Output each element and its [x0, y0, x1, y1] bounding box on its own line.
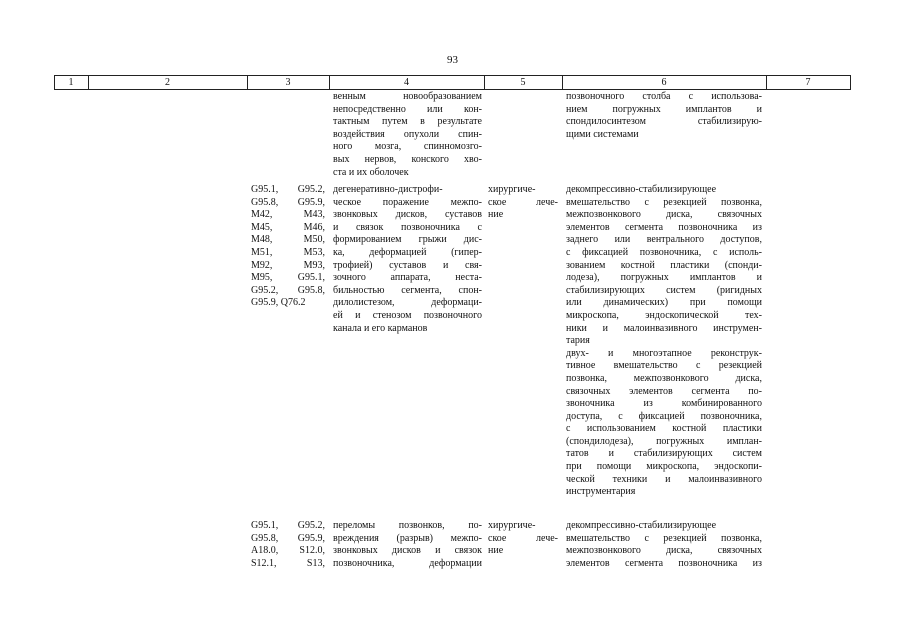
text-line: декомпрессивно-стабилизирующее	[566, 184, 717, 195]
text-line: ста и их оболочек	[333, 166, 409, 178]
text-line: G95.8, G95.9,	[251, 196, 325, 208]
text-line: формированием грыжи дис-	[333, 234, 482, 246]
text-line: с использованием костной пластики	[566, 423, 762, 435]
text-line: зованием костной пластики (спонди-	[566, 259, 762, 271]
text-line: двух- и многоэтапное реконструк-	[566, 347, 762, 359]
text-line: ние	[488, 545, 504, 557]
text-line: щими системами	[566, 128, 639, 140]
text-line: M48, M50,	[251, 234, 325, 246]
text-line: спондилосинтезом стабилизирую-	[566, 116, 762, 128]
page-number: 93	[447, 54, 458, 66]
text-line: межпозвонкового диска, связочных	[566, 545, 762, 557]
header-col-2: 2	[165, 77, 170, 88]
text-line: хирургиче-	[488, 184, 536, 195]
text-line: M42, M43,	[251, 209, 325, 221]
block-2-disease-cell	[333, 520, 482, 570]
text-line: нием погружных имплантов и	[566, 103, 762, 115]
text-line: или динамических) при помощи	[566, 297, 762, 309]
text-line: трофией) суставов и свя-	[333, 259, 482, 271]
text-line: татов и стабилизирующих систем	[566, 448, 762, 460]
text-line: позвонка, межпозвонкового диска,	[566, 372, 762, 384]
text-line: стабилизирующих систем (ригидных	[566, 284, 762, 296]
text-line: ское лече-	[488, 532, 558, 544]
text-line: переломы позвонков, по-	[333, 520, 482, 531]
text-line: M92, M93,	[251, 259, 325, 271]
text-line: G95.8, G95.9,	[251, 532, 325, 544]
text-line: тактным путем в результате	[333, 116, 482, 128]
text-line: вреждения (разрыв) межпо-	[333, 532, 482, 544]
text-line: с фиксацией позвоночника, с исполь-	[566, 246, 762, 258]
text-line: элементов сегмента позвоночника из	[566, 221, 762, 233]
text-line: хирургиче-	[488, 520, 536, 531]
header-col-7: 7	[805, 77, 811, 88]
text-line: межпозвонкового диска, связочных	[566, 209, 762, 221]
text-line: вмешательство с резекцией позвонка,	[566, 196, 762, 208]
text-line: ного мозга, спинномозго-	[333, 141, 482, 153]
block-0-disease-cell	[333, 91, 482, 179]
block-1-disease-cell	[333, 184, 482, 335]
header-col-1: 1	[68, 77, 74, 88]
text-line: воздействия опухоли спин-	[333, 128, 482, 140]
text-line: доступа, с фиксацией позвоночника,	[566, 410, 762, 422]
text-line: вмешательство с резекцией позвонка,	[566, 532, 762, 544]
text-line: G95.1, G95.2,	[251, 520, 325, 531]
header-col-3: 3	[285, 77, 291, 88]
block-0-method-cell	[566, 91, 762, 141]
text-line: ческое поражение межпо-	[333, 196, 482, 208]
text-line: ское лече-	[488, 196, 558, 208]
header-col-6: 6	[661, 77, 667, 88]
text-line: вых нервов, конского хво-	[333, 153, 482, 165]
table-header-rule	[54, 89, 850, 90]
text-line: M95, G95.1,	[251, 272, 325, 284]
text-line: лодеза), погружных имплантов и	[566, 272, 762, 284]
text-line: тивное вмешательство с резекцией	[566, 360, 762, 372]
block-1-treatment-cell	[488, 184, 558, 222]
text-line: позвоночного столба с использова-	[566, 91, 762, 102]
block-1-method-cell	[566, 184, 762, 499]
text-line: канала и его карманов	[333, 322, 428, 334]
text-line: микроскопа, эндоскопической тех-	[566, 309, 762, 321]
text-line: ники и малоинвазивного инструмен-	[566, 322, 762, 334]
text-line: заднего или вентрального доступов,	[566, 234, 762, 246]
text-line: звонковых дисков и связок	[333, 545, 482, 557]
text-line: бильностью сегмента, спон-	[333, 284, 482, 296]
text-line: G95.9, Q76.2	[251, 297, 306, 309]
text-line: зочного аппарата, неста-	[333, 272, 482, 284]
text-line: ей и стенозом позвоночного	[333, 309, 482, 321]
text-line: связочных элементов сегмента по-	[566, 385, 762, 397]
text-line: элементов сегмента позвоночника из	[566, 557, 762, 569]
text-line: непосредственно или кон-	[333, 103, 482, 115]
text-line: M51, M53,	[251, 246, 325, 258]
text-line: M45, M46,	[251, 221, 325, 233]
text-line: звонковых дисков, суставов	[333, 209, 482, 221]
header-col-4: 4	[404, 77, 409, 88]
text-line: G95.1, G95.2,	[251, 184, 325, 195]
text-line: ние	[488, 209, 504, 221]
text-line: звоночника из комбинированного	[566, 398, 762, 410]
text-line: при помощи микроскопа, эндоскопи-	[566, 461, 762, 473]
text-line: S12.1, S13,	[251, 557, 325, 569]
text-line: дегенеративно-дистрофи-	[333, 184, 443, 195]
text-line: декомпрессивно-стабилизирующее	[566, 520, 717, 531]
block-2-codes-cell	[251, 520, 325, 570]
text-line: G95.2, G95.8,	[251, 284, 325, 296]
column-divider	[850, 75, 851, 90]
block-2-treatment-cell	[488, 520, 558, 558]
text-line: позвоночника, деформации	[333, 557, 482, 569]
text-line: и связок позвоночника с	[333, 221, 482, 233]
text-line: дилолистезом, деформаци-	[333, 297, 482, 309]
text-line: тария	[566, 335, 590, 347]
text-line: венным новообразованием	[333, 91, 482, 102]
block-2-method-cell	[566, 520, 762, 570]
header-col-5: 5	[520, 77, 526, 88]
text-line: инструментария	[566, 486, 636, 498]
text-line: ческой техники и малоинвазивного	[566, 473, 762, 485]
text-line: (спондилодеза), погружных имплан-	[566, 435, 762, 447]
block-1-codes-cell	[251, 184, 325, 310]
text-line: A18.0, S12.0,	[251, 545, 325, 557]
text-line: ка, деформацией (гипер-	[333, 246, 482, 258]
